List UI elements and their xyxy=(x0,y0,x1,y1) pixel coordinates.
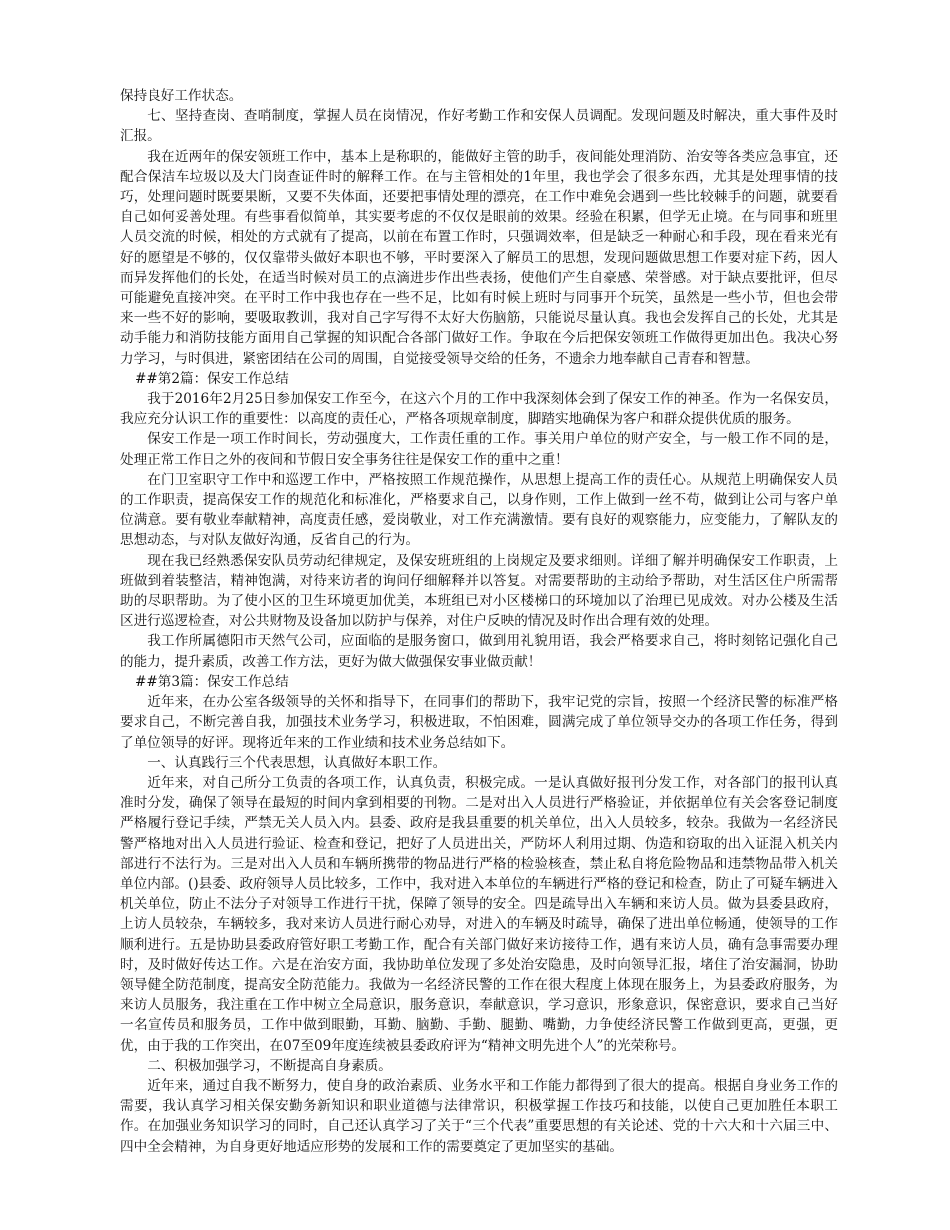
paragraph-body: 保安工作是一项工作时间长，劳动强度大，工作责任重的工作。事关用户单位的财产安全，与一般工作不同的是，处理正常工作日之外的夜间和节假日安全事务往往是保安工作的重中之重！ xyxy=(120,431,838,468)
paragraph-body: 我于2016年2月25日参加保安工作至今，在这六个月的工作中我深刻体会到了保安工作的神圣。作为一名保安员，我应充分认识工作的重要性：以高度的责任心，严格各项规章制度，脚踏实地确保为客户和群众提供优质的服务。 xyxy=(120,391,838,428)
paragraph-continuation: 保持良好工作状态。 xyxy=(120,88,243,104)
paragraph-body: 我在近两年的保安领班工作中，基本上是称职的，能做好主管的助手，夜间能处理消防、治安等各类应急事宜，还配合保洁车垃圾以及大门岗查证件时的解释工作。在与主管相处的1年里，我也学会了很多东西，尤其是处理事情的技巧，处理问题时既要果断，又要不失体面，还要把事情处理的漂亮，在工作中难免会遇到一些比较棘手的问题，就要看自己如何妥善处理。有些事看似简单，其实要考虑的不仅仅是眼前的效果。经验在积累，但学无止境。在与同事和班里人员交流的时候，相处的方式就有了提高，以前在布置工作时，只强调效率，但是缺乏一种耐心和手段，现在看来光有好的愿望是不够的，仅仅靠带头做好本职也不够，平时要深入了解员工的思想，发现问题做思想工作要对症下药，因人而异发挥他们的长处，在适当时候对员工的点滴进步作出些表扬，使他们产生自豪感、荣誉感。对于缺点要批评，但尽可能避免直接冲突。在平时工作中我也存在一些不足，比如有时候上班时与同事开个玩笑，虽然是一些小节，但也会带来一些不好的影响，要吸取教训，我对自己字写得不太好大伤脑筋，只能说尽量认真。我也会发挥自己的长处，尤其是动手能力和消防技能方面用自己掌握的知识配合各部门做好工作。争取在今后把保安领班工作做得更加出色。我决心努力学习，与时俱进，紧密团结在公司的周围，自觉接受领导交给的任务，不遗余力地奉献自己青春和智慧。 xyxy=(120,148,838,367)
paragraph-body: 近年来，在办公室各级领导的关怀和指导下，在同事们的帮助下，我牢记党的宗旨，按照一个经济民警的标准严格要求自己，不断完善自我，加强技术业务学习，积极进取，不怕困难，圆满完成了单位领导交办的各项工作任务，得到了单位领导的好评。现将近年来的工作业绩和技术业务总结如下。 xyxy=(120,694,838,751)
paragraph-body: 现在我已经熟悉保安队员劳动纪律规定，及保安班班组的上岗规定及要求细则。详细了解并明确保安工作职责，上班做到着装整洁，精神饱满，对待来访者的询问仔细解释并以答复。对需要帮助的主动给予帮助，对生活区住户所需帮助的尽职帮助。为了使小区的卫生环境更加优美，本班组已对小区楼梯口的环境加以了治理已见成效。对办公楼及生活区进行巡逻检查，对公共财物及设备加以防护与保养，对住户反映的情况及时作出合理有效的处理。 xyxy=(120,552,838,630)
section-heading-3: ##第3篇：保安工作总结 xyxy=(134,673,289,690)
paragraph-body: 近年来，对自己所分工负责的各项工作，认真负责，积极完成。一是认真做好报刊分发工作，对各部门的报刊认真准时分发，确保了领导在最短的时间内拿到相要的刊物。二是对出入人员进行严格验证，并依据单位有关会客登记制度严格履行登记手续，严禁无关人员入内。县委、政府是我县重要的机关单位，出入人员较多，较杂。我做为一名经济民警严格地对出入人员进行验证、检查和登记，把好了人员进出关，严防坏人利用过期、伪造和窃取的出入证混入机关内部进行不法行为。三是对出入人员和车辆所携带的物品进行严格的检验核查，禁止私自将危险物品和违禁物品带入机关单位内部。()县委、政府领导人员比较多，工作中，我对进入本单位的车辆进行严格的登记和检查，防止了可疑车辆进入机关单位，防止不法分子对领导工作进行干扰，保障了领导的安全。四是疏导出入车辆和来访人员。做为县委县政府，上访人员较杂，车辆较多，我对来访人员进行耐心劝导，对进入的车辆及时疏导，确保了进出单位畅通，使领导的工作顺利进行。五是协助县委政府管好职工考勤工作，配合有关部门做好来访接待工作，遇有来访人员，确有急事需要办理时，及时做好传达工作。六是在治安方面，我协助单位发现了多处治安隐患，及时向领导汇报，堵住了治安漏洞，协助领导健全防范制度，提高安全防范能力。我做为一名经济民警的工作在很大程度上体现在服务上，为县委政府服务，为来访人员服务，我注重在工作中树立全局意识，服务意识，奉献意识，学习意识，形象意识，保密意识，要求自己当好一名宣传员和服务员，工作中做到眼勤，耳勤、脑勤、手勤、腿勤、嘴勤，力争使经济民警工作做到更高，更强，更优，由于我的工作突出，在07至09年度连续被县委政府评为“精神文明先进个人”的光荣称号。 xyxy=(120,774,838,1054)
section-heading-2: ##第2篇：保安工作总结 xyxy=(134,370,289,387)
paragraph-body: 我工作所属德阳市天然气公司，应面临的是服务窗口，做到用礼貌用语，我会严格要求自己，将时刻铭记强化自己的能力，提升素质，改善工作方法，更好为做大做强保安事业做贡献！ xyxy=(120,633,838,670)
paragraph-body: 近年来，通过自我不断努力，使自身的政治素质、业务水平和工作能力都得到了很大的提高。根据自身业务工作的需要，我认真学习相关保安勤务新知识和职业道德与法律常识，积极掌握工作技巧和技能，以使自己更加胜任本职工作。在加强业务知识学习的同时，自己还认真学习了关于“三个代表”重要思想的有关论述、党的十六大和十六届三中、四中全会精神，为自身更好地适应形势的发展和工作的需要奠定了更加坚实的基础。 xyxy=(120,1077,838,1155)
paragraph-item-seven: 七、坚持查岗、查哨制度，掌握人员在岗情况，作好考勤工作和安保人员调配。发现问题及时解决，重大事件及时汇报。 xyxy=(120,108,838,145)
subsection-heading-1: 一、认真践行三个代表思想，认真做好本职工作。 xyxy=(147,754,447,771)
subsection-heading-2: 二、积极加强学习，不断提高自身素质。 xyxy=(147,1057,392,1074)
paragraph-body: 在门卫室职守工作中和巡逻工作中，严格按照工作规范操作，从思想上提高工作的责任心。从规范上明确保安人员的工作职责，提高保安工作的规范化和标准化，严格要求自己，以身作则，工作上做到一丝不苟，做到让公司与客户单位满意。要有敬业奉献精神，高度责任感，爱岗敬业，对工作充满激情。要有良好的观察能力，应变能力，了解队友的思想动态，与对队友做好沟通，反省自己的行为。 xyxy=(120,471,838,549)
